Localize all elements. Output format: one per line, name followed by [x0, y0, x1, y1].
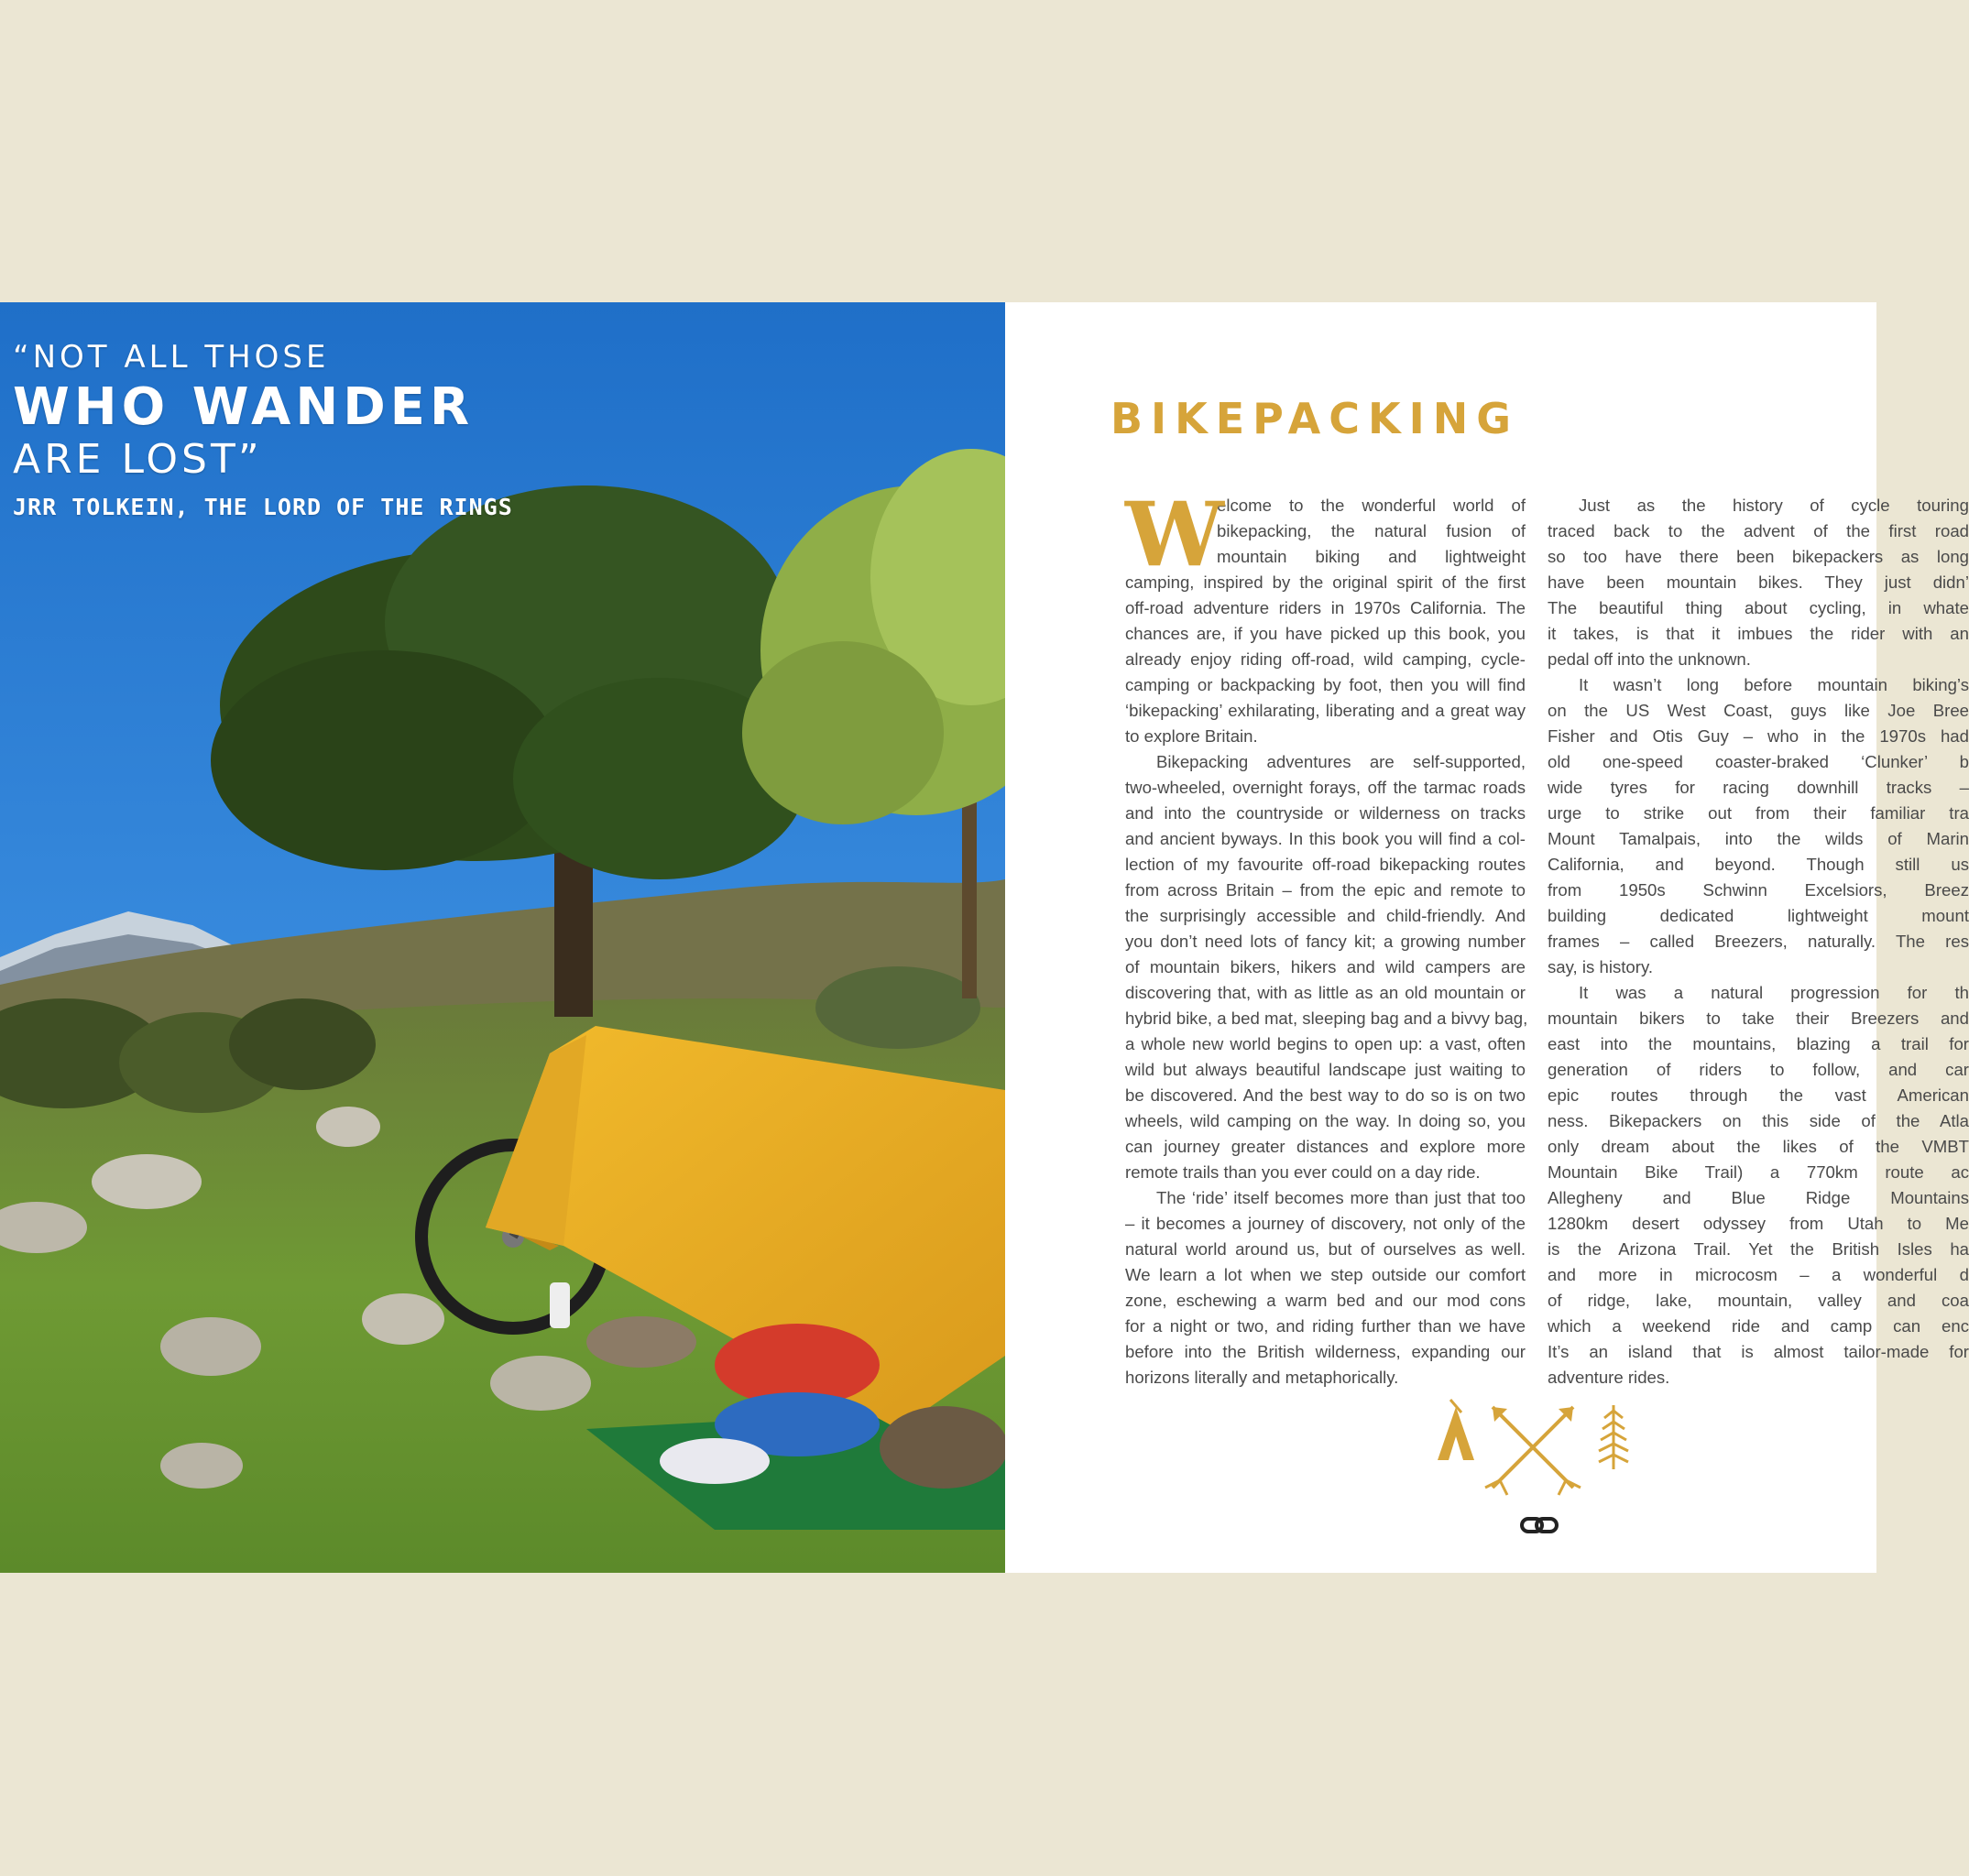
text-line: for a night or two, and riding further than we have	[1125, 1316, 1526, 1336]
text-line: Bikepacking adventures are self-supported,	[1156, 752, 1526, 771]
text-line: and into the countryside or wilderness on tracks	[1125, 803, 1526, 823]
text-line: mountain biking and lightweight	[1217, 547, 1526, 566]
text-line: Fisher and Otis Guy – who in the 1970s had	[1548, 726, 1969, 746]
text-line: you don’t need lots of fancy kit; a growing number	[1125, 932, 1526, 951]
quote-attribution: JRR TOLKEIN, THE LORD OF THE RINGS	[13, 494, 513, 520]
text-line: wide tyres for racing downhill tracks –	[1548, 778, 1969, 797]
text-line: pedal off into the unknown.	[1548, 649, 1751, 669]
chain-link-icon	[1519, 1516, 1559, 1534]
text-line: Allegheny and Blue Ridge Mountains	[1548, 1188, 1969, 1207]
text-line: We learn a lot when we step outside our comfort	[1125, 1265, 1526, 1284]
text-line: epic routes through the vast American	[1548, 1085, 1969, 1105]
text-line: camping, inspired by the original spirit of the first	[1125, 573, 1526, 592]
text-line: of mountain bikers, hikers and wild campers are	[1125, 957, 1526, 976]
quote-line-2: WHO WANDER	[13, 377, 475, 437]
article-column-2	[1548, 493, 1969, 1391]
pine-tree-icon	[1599, 1405, 1628, 1469]
article-title: BIKEPACKING	[1110, 394, 1520, 443]
text-line: only dream about the likes of the VMBT	[1548, 1137, 1969, 1156]
text-line: mountain bikers to take their Breezers and	[1548, 1009, 1969, 1028]
text-line: urge to strike out from their familiar tra	[1548, 803, 1969, 823]
text-line: horizons literally and metaphorically.	[1125, 1368, 1399, 1387]
article-column-1	[1125, 483, 1528, 1391]
text-line: bikepacking, the natural fusion of	[1217, 521, 1526, 540]
text-line: It’s an island that is almost tailor-made for	[1548, 1342, 1969, 1361]
text-line: can journey greater distances and explore more	[1125, 1137, 1526, 1156]
text-line: natural world around us, but of ourselves as well.	[1125, 1239, 1526, 1259]
text-line: it takes, is that it imbues the rider with an	[1548, 624, 1969, 643]
text-line: 1280km desert odyssey from Utah to Me	[1548, 1214, 1969, 1233]
text-line: chances are, if you have picked up this book, you	[1125, 624, 1526, 643]
text-line: The ‘ride’ itself becomes more than just that too	[1156, 1188, 1526, 1207]
text-line: the surprisingly accessible and child-friendly. And	[1125, 906, 1526, 925]
text-line: remote trails than you ever could on a day ride.	[1125, 1162, 1481, 1182]
text-line: generation of riders to follow, and car	[1548, 1060, 1969, 1079]
text-line: is the Arizona Trail. Yet the British Isles ha	[1548, 1239, 1969, 1259]
text-line: Mount Tamalpais, into the wilds of Marin	[1548, 829, 1969, 848]
text-line: off-road adventure riders in 1970s California. The	[1125, 598, 1526, 617]
text-line: to explore Britain.	[1125, 726, 1258, 746]
crossed-arrows-icon	[1485, 1407, 1581, 1495]
tepee-icon	[1438, 1400, 1474, 1460]
text-line: wild but always beautiful landscape just waiting to	[1125, 1060, 1526, 1079]
text-line: and ancient byways. In this book you will find a col-	[1125, 829, 1526, 848]
text-line: of ridge, lake, mountain, valley and coa	[1548, 1291, 1969, 1310]
text-line: have been mountain bikes. They just didn’	[1548, 573, 1969, 592]
text-line: elcome to the wonderful world of	[1217, 496, 1526, 515]
text-line: a whole new world begins to open up: a vast, often	[1125, 1034, 1526, 1053]
quote-line-1: “NOT ALL THOSE	[13, 339, 330, 376]
text-line: say, is history.	[1548, 957, 1654, 976]
text-line: The beautiful thing about cycling, in whate	[1548, 598, 1969, 617]
text-line: Just as the history of cycle touring	[1579, 496, 1969, 515]
text-line: discovering that, with as little as an old mountain or	[1125, 983, 1526, 1002]
text-line: It was a natural progression for th	[1579, 983, 1969, 1002]
text-line: zone, eschewing a warm bed and our mod cons	[1125, 1291, 1526, 1310]
text-line: east into the mountains, blazing a trail for	[1548, 1034, 1969, 1053]
text-line: camping or backpacking by foot, then you will find	[1125, 675, 1526, 694]
text-line: adventure rides.	[1548, 1368, 1670, 1387]
text-line: before into the British wilderness, expanding our	[1125, 1342, 1526, 1361]
tolkien-quote	[13, 335, 513, 526]
text-line: California, and beyond. Though still us	[1548, 855, 1969, 874]
text-line: – it becomes a journey of discovery, not only of the	[1125, 1214, 1526, 1233]
text-line: hybrid bike, a bed mat, sleeping bag and a bivvy bag,	[1125, 1009, 1528, 1028]
book-spread	[0, 302, 1969, 1573]
text-line: frames – called Breezers, naturally. The res	[1548, 932, 1969, 951]
quote-line-3: ARE LOST”	[13, 436, 263, 483]
text-line: and more in microcosm – a wonderful d	[1548, 1265, 1969, 1284]
text-line: wheels, wild camping on the way. In doing so, you	[1125, 1111, 1526, 1130]
drop-cap: W	[1125, 483, 1224, 586]
text-line: two-wheeled, overnight forays, off the tarmac roads	[1125, 778, 1526, 797]
text-line: lection of my favourite off-road bikepacking routes	[1125, 855, 1526, 874]
text-line: ‘bikepacking’ exhilarating, liberating and a great way	[1125, 701, 1526, 720]
text-line: on the US West Coast, guys like Joe Bree	[1548, 701, 1969, 720]
text-line: from across Britain – from the epic and remote to	[1125, 880, 1526, 900]
text-line: ness. Bikepackers on this side of the Atla	[1548, 1111, 1969, 1130]
text-line: building dedicated lightweight mount	[1548, 906, 1969, 925]
text-line: so too have there been bikepackers as long	[1548, 547, 1969, 566]
text-line: which a weekend ride and camp can enc	[1548, 1316, 1969, 1336]
text-line: Mountain Bike Trail) a 770km route ac	[1548, 1162, 1969, 1182]
ornament-divider	[1438, 1400, 1635, 1499]
text-line: from 1950s Schwinn Excelsiors, Breez	[1548, 880, 1969, 900]
text-line: traced back to the advent of the first road	[1548, 521, 1969, 540]
article-page	[1005, 302, 1969, 1573]
text-line: be discovered. And the best way to do so is on two	[1125, 1085, 1526, 1105]
text-line: already enjoy riding off-road, wild camping, cycle-	[1125, 649, 1526, 669]
campsite-photo	[0, 302, 1005, 1573]
text-line: old one-speed coaster-braked ‘Clunker’ b	[1548, 752, 1969, 771]
text-line: It wasn’t long before mountain biking’s	[1579, 675, 1969, 694]
